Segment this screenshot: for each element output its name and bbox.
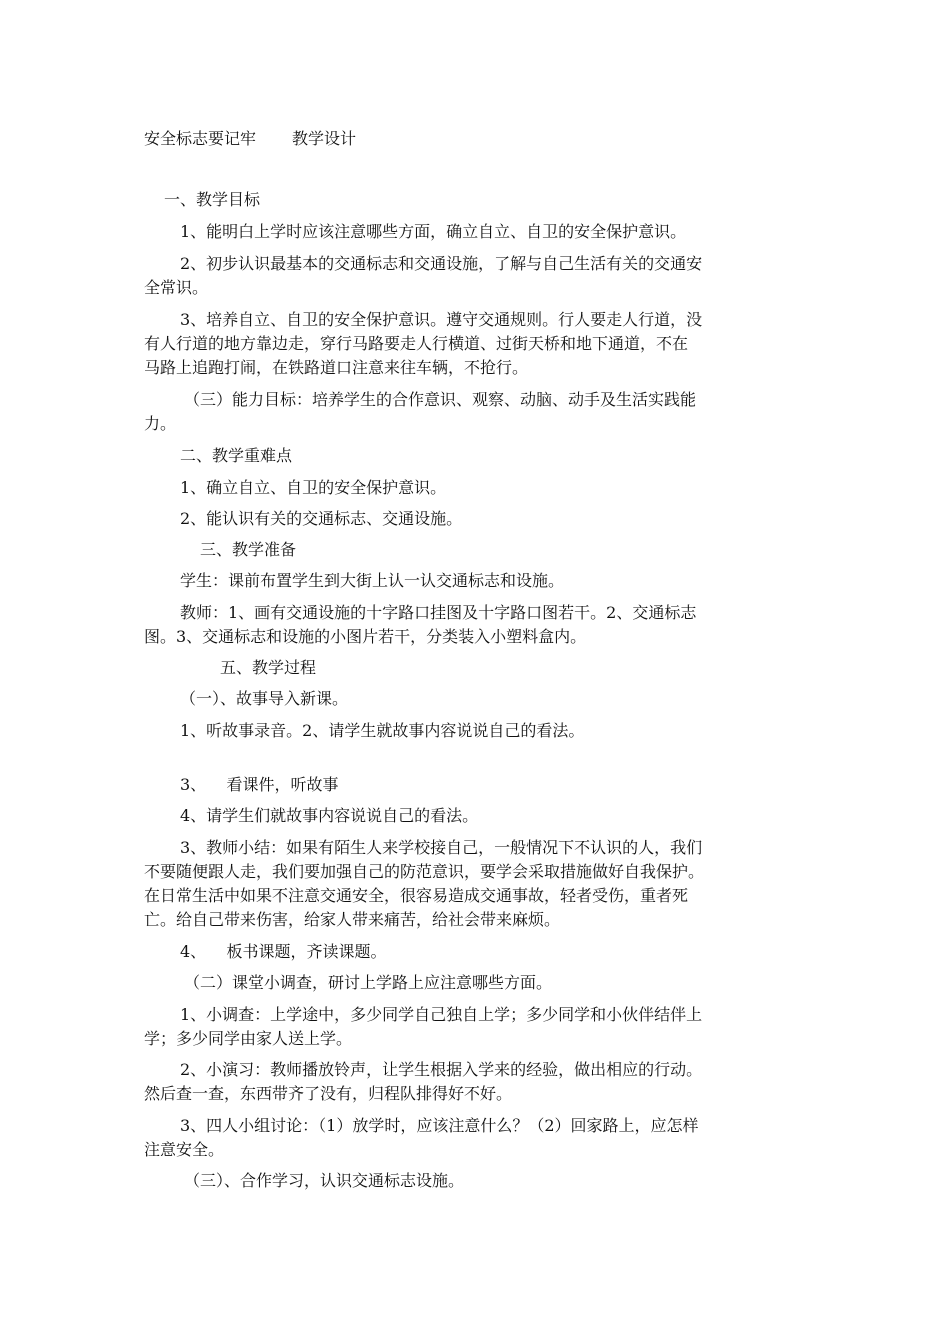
subtitle-text: 教学设计 (292, 129, 357, 148)
paragraph-line: 1、确立自立、自卫的安全保护意识。 (180, 478, 447, 497)
section-heading: 五、教学过程 (220, 658, 317, 677)
paragraph-line: 1、小调查：上学途中，多少同学自己独自上学；多少同学和小伙伴结伴上 (180, 1005, 703, 1024)
paragraph-line: 有人行道的地方靠边走，穿行马路要走人行横道、过街天桥和地下通道，不在 (144, 334, 689, 353)
section-heading: 一、教学目标 (164, 190, 261, 209)
paragraph-line: 力。 (144, 414, 177, 433)
section-heading: 三、教学准备 (200, 540, 297, 559)
paragraph-line: 不要随便跟人走，我们要加强自己的防范意识，要学会采取措施做好自我保护。 (144, 862, 705, 881)
paragraph-line: 亡。给自己带来伤害，给家人带来痛苦，给社会带来麻烦。 (144, 910, 561, 929)
paragraph-line: 1、听故事录音。2、请学生就故事内容说说自己的看法。 (180, 721, 585, 740)
section-heading: 二、教学重难点 (180, 446, 293, 465)
title-text: 安全标志要记牢 (144, 129, 257, 148)
paragraph-line: 全常识。 (144, 278, 209, 297)
paragraph-line: （三）、合作学习，认识交通标志设施。 (184, 1171, 465, 1190)
paragraph-line: 3、培养自立、自卫的安全保护意识。遵守交通规则。行人要走人行道，没 (180, 310, 703, 329)
paragraph-line: 2、小演习：教师播放铃声，让学生根据入学来的经验，做出相应的行动。 (180, 1060, 703, 1079)
paragraph-line: 马路上追跑打闹，在铁路道口注意来往车辆，不抢行。 (144, 358, 529, 377)
paragraph-line: 学生：课前布置学生到大街上认一认交通标志和设施。 (180, 571, 565, 590)
paragraph-line: （二）课堂小调查，研讨上学路上应注意哪些方面。 (184, 973, 553, 992)
paragraph-line: 1、能明白上学时应该注意哪些方面，确立自立、自卫的安全保护意识。 (180, 222, 687, 241)
page-title (144, 127, 356, 151)
paragraph-line: 注意安全。 (144, 1140, 225, 1159)
paragraph-line: 4、请学生们就故事内容说说自己的看法。 (180, 806, 479, 825)
paragraph-line: 图。3、交通标志和设施的小图片若干，分类装入小塑料盒内。 (144, 627, 587, 646)
paragraph-line: 在日常生活中如果不注意交通安全，很容易造成交通事故，轻者受伤，重者死 (144, 886, 689, 905)
paragraph-line: 然后查一查，东西带齐了没有，归程队排得好不好。 (144, 1084, 513, 1103)
paragraph-line: 3、教师小结：如果有陌生人来学校接自己，一般情况下不认识的人，我们 (180, 838, 703, 857)
paragraph-line: 4、 板书课题，齐读课题。 (180, 942, 387, 961)
paragraph-line: （三）能力目标：培养学生的合作意识、观察、动脑、动手及生活实践能 (184, 390, 697, 409)
paragraph-line: 2、初步认识最基本的交通标志和交通设施，了解与自己生活有关的交通安 (180, 254, 703, 273)
paragraph-line: （一）、故事导入新课。 (180, 689, 349, 708)
paragraph-line: 3、 看课件，听故事 (180, 775, 339, 794)
paragraph-line: 2、能认识有关的交通标志、交通设施。 (180, 509, 463, 528)
paragraph-line: 学；多少同学由家人送上学。 (144, 1029, 353, 1048)
paragraph-line: 3、四人小组讨论：（1）放学时，应该注意什么？（2）回家路上，应怎样 (180, 1116, 699, 1135)
paragraph-line: 教师：1、画有交通设施的十字路口挂图及十字路口图若干。2、交通标志 (180, 603, 697, 622)
